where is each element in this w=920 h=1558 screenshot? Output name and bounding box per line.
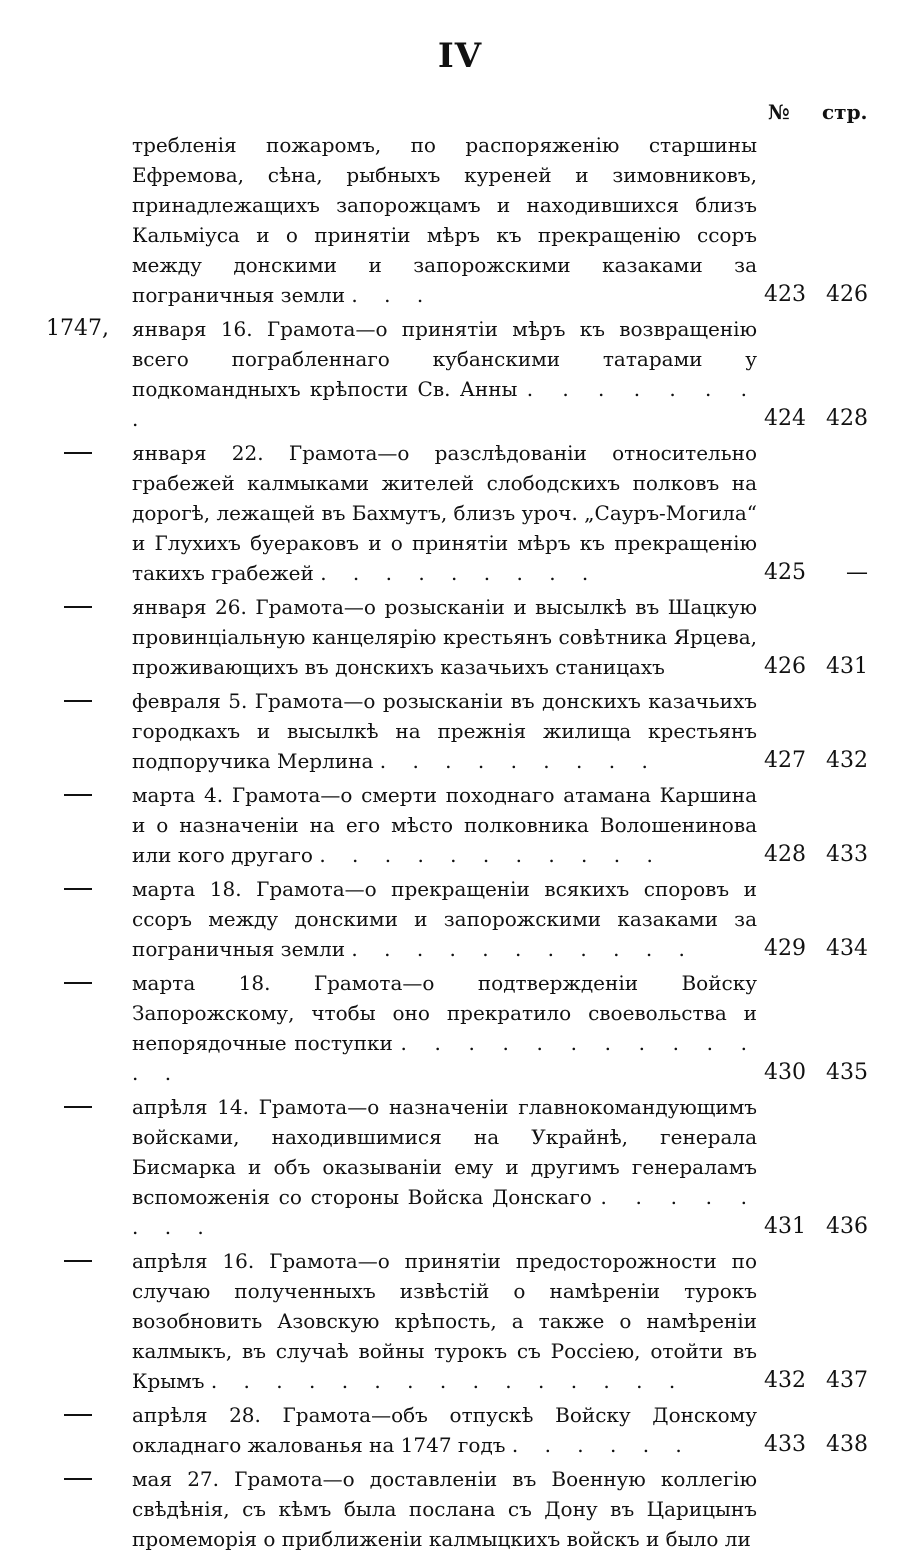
document-number: 424: [764, 406, 806, 431]
page-number: IV: [437, 36, 483, 76]
entry-text: [132, 874, 757, 964]
entry-description: апрѣля 14. Грамота—о назначеніи главнокомандующимъ войсками, находившимися на Украйнѣ, генерала Бисмарка и объ оказываніи ему и другимъ генераламъ вспоможенія со стороны Войска Донскаго: [132, 1095, 757, 1209]
entry-text: [132, 314, 757, 434]
document-entry: [0, 592, 920, 682]
document-entry: [0, 1400, 920, 1460]
entry-description: требленія пожаромъ, по распоряженію старшины Ефремова, сѣна, рыбныхъ куреней и зимовниковъ, принадлежащихъ запорожцамъ и находившихся близъ Кальміуса и о принятіи мѣръ къ прекращенію ссоръ между донскими и запорожскими казаками за пограничныя земли: [132, 133, 757, 307]
entry-description: января 22. Грамота—о разслѣдованіи относительно грабежей калмыками жителей слободскихъ полковъ на дорогѣ, лежащей въ Бахмутъ, близъ уроч. „Сауръ-Могила“ и Глухихъ буераковъ и о принятіи мѣръ къ прекращенію такихъ грабежей: [132, 441, 757, 585]
document-entry: [0, 438, 920, 588]
document-number: 430: [764, 1060, 806, 1085]
entry-text: [132, 438, 757, 588]
entry-text: [132, 1400, 757, 1460]
ditto-dash: [64, 1414, 92, 1416]
leader-dots: . . . . . . . .: [132, 377, 757, 431]
document-number: 423: [764, 282, 806, 307]
entry-text: [132, 1246, 757, 1396]
entry-description: апрѣля 28. Грамота—объ отпускѣ Войску Донскому окладнаго жалованья на 1747 годъ: [132, 1403, 757, 1457]
document-entry: [0, 686, 920, 776]
document-entry: [0, 314, 920, 434]
page-reference: 436: [826, 1214, 868, 1239]
ditto-dash: [64, 1478, 92, 1480]
entry-description: февраля 5. Грамота—о розысканіи въ донскихъ казачьихъ городкахъ и высылкѣ на прежнія жилища крестьянъ подпоручика Мерлина: [132, 689, 757, 773]
leader-dots: . . . . . . . . . . . . . . .: [210, 1369, 686, 1393]
leader-dots: . . . . . .: [511, 1433, 692, 1457]
ditto-dash: [64, 452, 92, 454]
entry-description: апрѣля 16. Грамота—о принятіи предосторожности по случаю полученныхъ извѣстій о намѣреніи турокъ возобновить Азовскую крѣпость, а также о намѣреніи калмыкъ, въ случаѣ войны турокъ съ Россіею, отойти въ Крымъ: [132, 1249, 757, 1393]
document-number: 429: [764, 936, 806, 961]
leader-dots: . . . . . . . . . . . . .: [132, 1031, 757, 1085]
document-entry: [0, 130, 920, 310]
leader-dots: . . . . . . . .: [132, 1185, 758, 1239]
entry-description: марта 18. Грамота—о прекращеніи всякихъ споровъ и ссоръ между донскими и запорожскими казаками за пограничныя земли: [132, 877, 757, 961]
entry-text: [132, 1464, 757, 1554]
ditto-dash: [64, 982, 92, 984]
document-number: 425: [764, 560, 806, 585]
ditto-dash: [64, 606, 92, 608]
entry-text: [132, 780, 757, 870]
document-entry: [0, 780, 920, 870]
document-number: 428: [764, 842, 806, 867]
page-reference: 434: [826, 936, 868, 961]
document-entries: [0, 130, 920, 1558]
document-entry: [0, 1092, 920, 1242]
page-reference: 435: [826, 1060, 868, 1085]
leader-dots: . . . . . . . . . . .: [351, 937, 695, 961]
page-column-label: стр.: [822, 100, 868, 124]
page-reference: 433: [826, 842, 868, 867]
document-entry: [0, 1246, 920, 1396]
entry-text: [132, 130, 757, 310]
ditto-dash: [64, 1106, 92, 1108]
leader-dots: . . . . . . . . .: [379, 749, 658, 773]
entry-description: января 16. Грамота—о принятіи мѣръ къ возвращенію всего пограбленнаго кубанскими татарами у подкомандныхъ крѣпости Св. Анны: [132, 317, 757, 401]
document-number: 432: [764, 1368, 806, 1393]
document-number: 427: [764, 748, 806, 773]
ditto-dash: [64, 794, 92, 796]
number-column-label: №: [768, 100, 790, 124]
ditto-dash: [64, 888, 92, 890]
document-entry: [0, 968, 920, 1088]
ditto-dash: [64, 700, 92, 702]
page-reference: 431: [826, 654, 868, 679]
leader-dots: . . .: [351, 283, 434, 307]
page-reference: 438: [826, 1432, 868, 1457]
page-reference: 437: [826, 1368, 868, 1393]
leader-dots: . . . . . . . . .: [320, 561, 599, 585]
entry-year: 1747,: [46, 316, 109, 341]
leader-dots: . . . . . . . . . . .: [319, 843, 663, 867]
column-header: [740, 100, 880, 130]
page-reference: —: [846, 560, 868, 585]
ditto-dash: [64, 1260, 92, 1262]
document-number: 426: [764, 654, 806, 679]
entry-description: мая 27. Грамота—о доставленіи въ Военную коллегію свѣдѣнія, съ кѣмъ была послана съ Дону въ Царицынъ промеморія о приближеніи калмыцкихъ войскъ и было ли: [132, 1467, 757, 1551]
entry-text: [132, 968, 757, 1088]
entry-text: [132, 686, 757, 776]
entry-description: марта 4. Грамота—о смерти походнаго атамана Каршина и о назначеніи на его мѣсто полковника Волошенинова или кого другаго: [132, 783, 757, 867]
entry-description: марта 18. Грамота—о подтвержденіи Войску Запорожскому, чтобы оно прекратило своевольства и непорядочные поступки: [132, 971, 757, 1055]
document-entry: [0, 1464, 920, 1554]
entry-description: января 26. Грамота—о розысканіи и высылкѣ въ Шацкую провинціальную канцелярію крестьянъ совѣтника Ярцева, проживающихъ въ донскихъ казачьихъ станицахъ: [132, 595, 757, 679]
entry-text: [132, 592, 757, 682]
document-number: 431: [764, 1214, 806, 1239]
page-reference: 426: [826, 282, 868, 307]
entry-text: [132, 1092, 757, 1242]
page-reference: 432: [826, 748, 868, 773]
document-entry: [0, 874, 920, 964]
document-number: 433: [764, 1432, 806, 1457]
page-reference: 428: [826, 406, 868, 431]
